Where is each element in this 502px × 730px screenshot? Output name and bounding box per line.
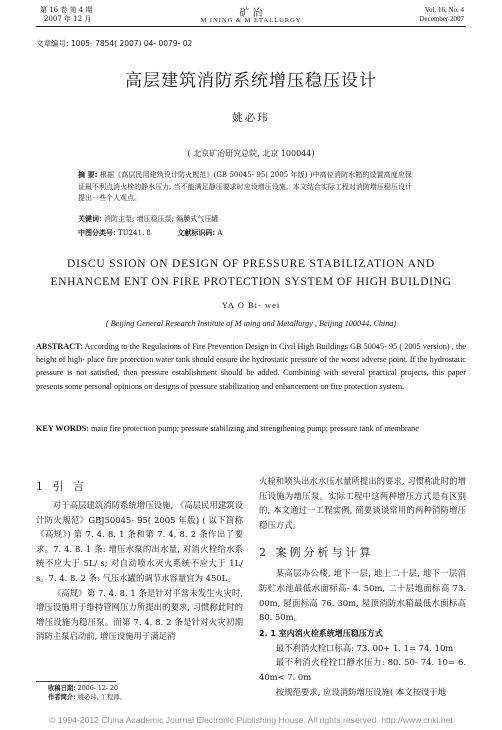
footnote-rule bbox=[36, 681, 116, 682]
copyright-footer: © 1994-2012 China Academic Journal Electronic Publishing House. All rights reserved. http://www.cnki.net bbox=[49, 715, 453, 725]
journal-name-cn: 矿 冶 bbox=[239, 8, 263, 19]
calc-line-a: 最不利消火栓口标高: 73. 00+ 1. 1= 74. 10m bbox=[275, 642, 454, 653]
doc-code-label: 文献标识码: bbox=[177, 229, 216, 237]
affiliation-en: ( Beijing General Research Institute of M ining and Metallurgy , Beijing 100044, China) bbox=[105, 319, 397, 328]
section-1-paragraph-2: 《高规》第 7. 4. 8. 1 条是针对平常未发生火灾时, 增压设施用于维持管网压力所提出的要求, 习惯称此时的增压设施为稳压泵。而第 7. 4. 8. 2 条是针对火灾初期消防主泵启动前, 增压设施用于满足消 bbox=[36, 587, 243, 642]
classification-line bbox=[78, 228, 412, 240]
received-note bbox=[48, 684, 126, 702]
section-1-paragraph-1: 对于高层建筑消防系统增压设施, 《高层民用建筑设计防火规范》GBJ50045- 95( 2005 年版) ( 以下简称《高规》) 第 7. 4. 8. 1 条和第 7. 4. 8. 2 条作出了要求。7. 4. 8. 1 条: 增压水泵的出水量, 对消火栓给水系统不应大于 5L/ s; 对自动喷水灭火系统不应大于 1L/ s。7. 4. 8. 2 条: 气压水罐的调节水容量宜为 450L。 bbox=[36, 500, 243, 583]
abstract-en bbox=[36, 340, 466, 393]
author-cn: 姚必玮 bbox=[232, 112, 270, 124]
abstract-en-text: According to the Regulations of Fire Prevention Design in Civil High Buildings GB 50045- 95 ( 2005 version) , the height of high- place fire protection water tank should ensure the hydrostatic pressure of the worst adverse point. If the hydrostatic pressure is not satisfied, then pressure establishment should be added. Combining with several practical projects, this paper presents some personal opinions on designs of pressure stabilization and enhancement on fire protection system. bbox=[36, 342, 466, 391]
abstract-en-label: ABSTRACT: bbox=[36, 342, 83, 351]
abstract-cn-text: 根据《高层民用建筑设计防火规范》(GB 50045- 95( 2005 年版) )中高位消防水箱的设置高度应保证最不利点消火栓的静水压力, 当不能满足静压要求时应设增压设施。本文结合实际工程对消防增压稳压设计提出一些个人观点。 bbox=[78, 171, 412, 203]
section-1-paragraph-cont: 火栓和喷头出水水压水量所提出的要求, 习惯称此时的增压设施为增压泵。实际工程中这两种增压方式是有区别的, 本文通过一工程实例, 简要谈谈常用的两种消防增压稳压方式。 bbox=[259, 476, 466, 530]
received-value: 2006- 12- 20 bbox=[77, 685, 119, 692]
classification-value: TU241. 8 bbox=[118, 229, 151, 237]
abstract-cn bbox=[78, 170, 412, 205]
received-label: 收稿日期: bbox=[48, 685, 76, 692]
date-en: December 2007 bbox=[419, 15, 464, 23]
journal-name-en: M INING & M ETALLURGY bbox=[200, 17, 302, 24]
article-id: 文章编号: 1005- 7854( 2007) 04- 0079- 02 bbox=[36, 39, 193, 48]
title-cn: 高层建筑消防系统增压稳压设计 bbox=[125, 71, 377, 91]
keywords-cn-text: 消防主泵; 增压稳压泵; 隔膜式气压罐 bbox=[104, 215, 219, 223]
section-1-heading: 1 引 言 bbox=[36, 480, 87, 493]
right-column bbox=[259, 474, 466, 699]
keywords-en-text: main fire protection pump; pressure stabilizing and strengthening pump; pressure tank of membrane bbox=[89, 424, 419, 433]
subsection-2-1-heading: 2. 1 室内消火栓系统增压稳压方式 bbox=[259, 628, 383, 638]
keywords-cn bbox=[78, 214, 412, 226]
abstract-cn-label: 摘 要: bbox=[78, 171, 98, 179]
doc-code-value: A bbox=[217, 229, 223, 237]
date-cn: 2007 年 12 月 bbox=[44, 15, 92, 23]
author-en: YA O Bi- wei bbox=[221, 300, 281, 310]
title-en-line1: DISCU SSION ON DESIGN OF PRESSURE STABILIZATION AND bbox=[67, 258, 435, 270]
header-rule bbox=[36, 26, 466, 27]
author-bio-value: 姚必玮, 工程师。 bbox=[77, 694, 126, 701]
section-2-heading: 2 案例分析与计算 bbox=[259, 546, 374, 560]
volume-issue-cn: 第 16 卷 第 4 期 bbox=[40, 6, 93, 14]
affiliation-cn: ( 北京矿冶研究总院, 北京 100044) bbox=[187, 149, 315, 158]
classification-label: 中图分类号: bbox=[78, 229, 116, 237]
keywords-en-label: KEY WORDS: bbox=[36, 424, 89, 433]
keywords-en bbox=[36, 422, 466, 435]
section-2-paragraph-1: 某高层办公楼, 地下一层, 地上二十层, 地下一层消防贮水池最低水面标高- 4. 50m, 二十层地面标高 73. 00m, 屋面标高 76. 30m, 屋顶消防水箱最低水面标高 80. 50m。 bbox=[259, 568, 466, 623]
calc-line-c: 按规范要求, 应设消防增压设施( 本文按设于地 bbox=[275, 686, 447, 697]
section-1-body bbox=[36, 498, 243, 644]
author-bio-label: 作者简介: bbox=[48, 694, 76, 701]
calc-line-b: 最不利消火栓栓口静水压力: 80. 50- 74. 10= 6. 40m< 7. 0m bbox=[259, 657, 466, 682]
volume-issue-en: Vol. 16, No. 4 bbox=[424, 6, 464, 14]
title-en-line2: ENHANCEM ENT ON FIRE PROTECTION SYSTEM OF HIGH BUILDING bbox=[50, 276, 452, 288]
keywords-cn-label: 关键词: bbox=[78, 215, 102, 223]
